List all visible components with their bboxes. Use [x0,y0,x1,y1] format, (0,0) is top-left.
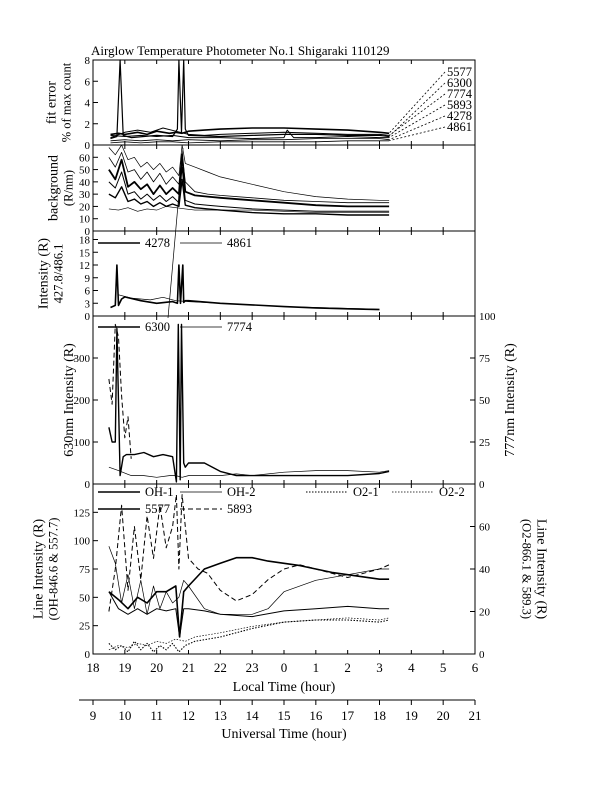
blue-series-4861 [119,295,380,309]
red-intensity-y-right-tick-label: 25 [479,437,490,449]
line-intensity-y-left-label: Line Intensity (R) [31,518,47,620]
universal-time-tick-label: 11 [150,708,163,723]
background-y-label: background [46,154,62,222]
red-intensity-y-left-tick-label: 300 [73,353,90,365]
fit-error-y-tick-label: 8 [84,55,90,67]
fit-error-legend-5893: 5893 [447,98,472,112]
universal-time-tick-label: 21 [468,708,482,723]
universal-time-tick-label: 13 [213,708,227,723]
fit-error-y-tick-label: 0 [84,140,90,152]
blue-intensity-y-tick-label: 12 [79,260,90,272]
fit-error-y-tick-label: 4 [84,97,90,110]
local-time-tick-label: 6 [471,660,479,675]
blue-intensity-y-tick-label: 15 [79,247,90,260]
line-intensity-y-right-label: Line Intensity (R) [533,518,549,620]
local-time-axis-label: Local Time (hour) [232,680,336,695]
chart-title: Airglow Temperature Photometer No.1 Shigaraki 110129 [91,43,390,58]
background-y-tick-label: 0 [84,226,90,238]
blue-intensity-y-tick-label: 18 [79,234,90,247]
line-intensity-y-left-tick-label: 0 [84,649,90,661]
line-intensity-y-right-tick-label: 60 [479,521,490,534]
local-time-tick-label: 2 [344,660,351,675]
universal-time-tick-label: 20 [436,708,450,723]
universal-time-tick-label: 15 [277,708,291,723]
lines-legend-O2-2: O2-2 [439,485,465,499]
background-series-2 [109,155,389,207]
fit-error-leader-5893 [389,105,445,138]
line-intensity-y-right-label: (O2-866.1 & 589.3) [519,519,534,619]
line-intensity-y-left-tick-label: 125 [73,507,90,520]
local-time-tick-label: 3 [376,660,383,675]
background-y-tick-label: 60 [79,152,90,165]
line-intensity-y-left-tick-label: 25 [79,620,90,633]
blue-intensity-y-tick-label: 0 [84,311,90,323]
lines-legend-OH-2: OH-2 [227,485,256,499]
universal-time-tick-label: 12 [182,708,195,723]
lines-legend-5577: 5577 [145,502,170,516]
fit-error-legend-4861: 4861 [447,120,472,134]
fit-error-legend-4278: 4278 [447,109,472,123]
lines-legend-O2-1: O2-1 [353,485,379,499]
local-time-tick-label: 0 [280,660,288,675]
red-series-6300-dashed [109,324,131,458]
universal-time-tick-label: 14 [245,708,259,723]
line-intensity-y-left-tick-label: 75 [79,564,90,576]
local-time-tick-label: 19 [118,660,132,675]
background-y-tick-label: 40 [79,176,90,189]
line-intensity-y-left-label: (OH-846.6 & 557.7) [46,517,61,621]
fit-error-y-label: % of max count [59,62,74,143]
blue-intensity-y-tick-label: 6 [84,285,90,298]
red-intensity-y-right-label: 777nm Intensity (R) [503,343,518,457]
local-time-tick-label: 21 [182,660,195,675]
lines-legend-OH-1: OH-1 [145,485,174,499]
red-intensity-y-right-tick-label: 75 [479,353,490,365]
background-y-tick-label: 50 [79,164,90,177]
red-intensity-y-left-label: 630nm Intensity (R) [62,343,77,457]
lines-series-O2-2 [109,618,389,650]
blue-intensity-y-label: Intensity (R) [36,237,52,310]
background-y-tick-label: 30 [79,189,90,202]
red-intensity-y-left-tick-label: 100 [73,437,90,449]
line-intensity-y-right-tick-label: 20 [479,606,490,619]
red-intensity-y-right-tick-label: 0 [479,479,485,491]
local-time-tick-label: 4 [408,660,415,675]
red-intensity-y-left-tick-label: 200 [73,395,90,407]
chart-layers [32,55,549,742]
line-intensity-y-right-tick-label: 0 [479,649,485,661]
background-series-1 [109,152,389,202]
lines-series-OH-2 [109,546,389,614]
fit-error-leader-4861 [389,127,445,141]
red-legend-6300: 6300 [145,320,170,334]
red-legend-7774: 7774 [227,320,252,334]
line-intensity-y-left-tick-label: 50 [79,592,90,605]
fit-error-y-tick-label: 2 [84,118,90,131]
line-intensity-y-right-tick-label: 40 [479,564,490,576]
red-intensity-y-left-tick-label: 0 [84,479,90,491]
blue-legend-4278: 4278 [145,236,170,250]
universal-time-axis-label: Universal Time (hour) [221,727,347,742]
fit-error-y-tick-label: 6 [84,76,90,89]
blue-legend-4861: 4861 [227,236,252,250]
universal-time-tick-label: 9 [89,708,97,723]
universal-time-tick-label: 16 [309,708,323,723]
universal-time-tick-label: 19 [404,708,418,723]
red-intensity-y-right-tick-label: 100 [479,311,496,323]
fit-error-legend-5577: 5577 [447,65,472,79]
fit-error-legend-7774: 7774 [447,87,472,101]
fit-error-legend-6300: 6300 [447,76,472,90]
red-series-6300 [109,324,389,482]
fit-error-leader-4278 [389,116,445,140]
background-series-0 [109,145,389,200]
line-intensity-y-left-tick-label: 100 [73,535,90,548]
universal-time-tick-label: 10 [118,708,132,723]
fit-error-leader-5577 [389,72,445,133]
local-time-tick-label: 23 [245,660,259,675]
background-y-label: (R/nm) [61,169,76,207]
blue-intensity-y-tick-label: 3 [84,298,90,311]
local-time-tick-label: 5 [439,660,447,675]
local-time-tick-label: 1 [312,660,320,675]
fit-error-y-label: fit error [44,80,60,125]
universal-time-tick-label: 18 [373,708,386,723]
background-y-tick-label: 20 [79,201,90,214]
red-intensity-y-right-tick-label: 50 [479,395,490,407]
local-time-tick-label: 22 [213,660,227,675]
local-time-tick-label: 20 [150,660,164,675]
local-time-tick-label: 18 [86,660,100,675]
fit-error-series-6300 [111,60,390,139]
blue-series-4278 [111,265,380,310]
lines-legend-5893: 5893 [227,502,252,516]
blue-intensity-y-tick-label: 9 [84,272,90,285]
blue-intensity-y-label: 427.8/486.1 [51,243,66,304]
lines-series-O2-1 [109,620,389,652]
universal-time-tick-label: 17 [341,708,355,723]
background-y-tick-label: 10 [79,213,90,226]
red-intensity-panel [93,316,475,484]
